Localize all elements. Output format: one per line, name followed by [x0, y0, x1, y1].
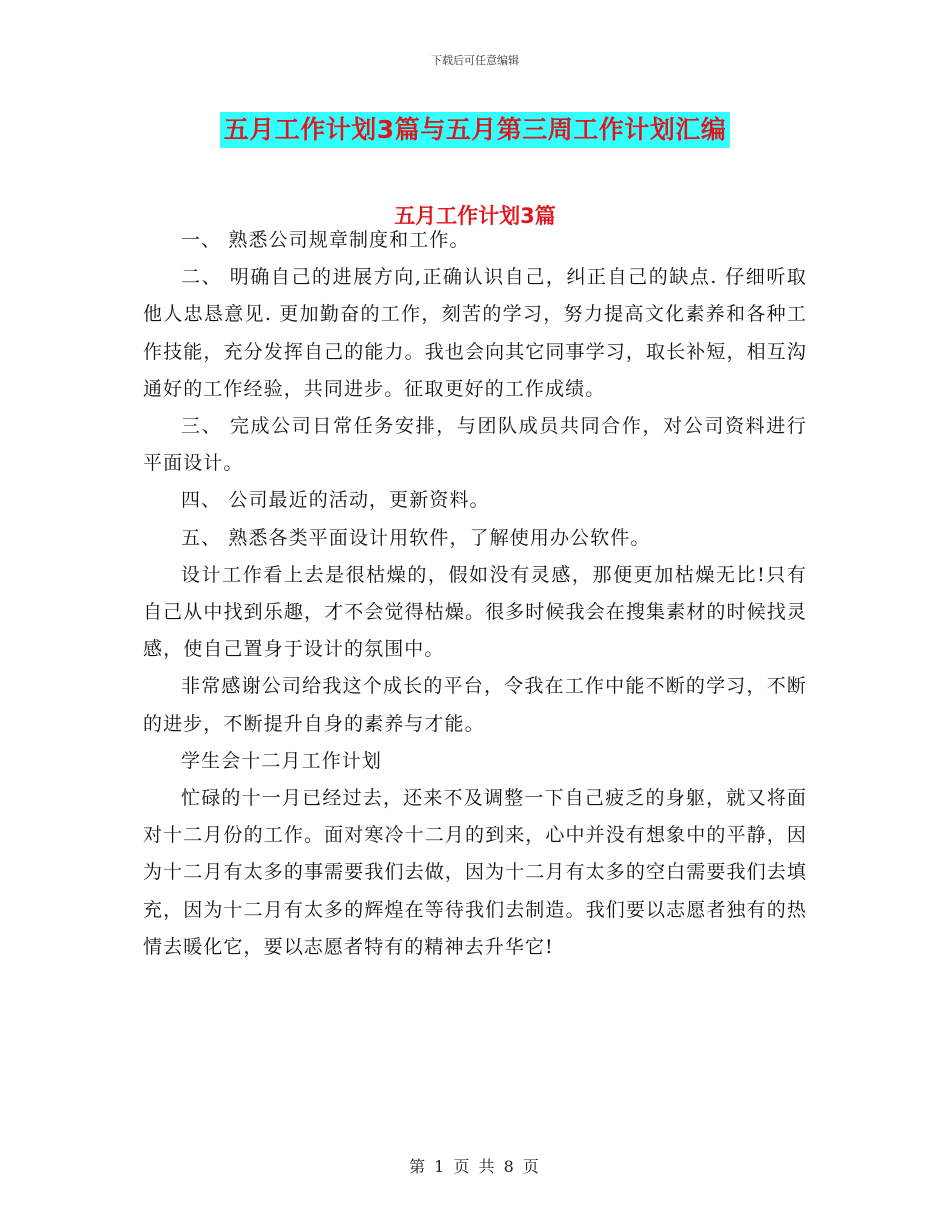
main-title-wrap [0, 112, 950, 148]
paragraph-3: 三、 完成公司日常任务安排，与团队成员共同合作，对公司资料进行平面设计。 [143, 415, 807, 475]
body-text [143, 222, 807, 966]
paragraph-6: 设计工作看上去是很枯燥的，假如没有灵感，那便更加枯燥无比!只有自己从中找到乐趣，才不会觉得枯燥。很多时候我会在搜集素材的时候找灵感，使自己置身于设计的氛围中。 [143, 563, 807, 661]
paragraph-9: 忙碌的十一月已经过去，还来不及调整一下自己疲乏的身躯，就又将面对十二月份的工作。面对寒冷十二月的到来，心中并没有想象中的平静，因为十二月有太多的事需要我们去做，因为十二月有太多的空白需要我们去填充，因为十二月有太多的辉煌在等待我们去制造。我们要以志愿者独有的热情去暖化它，要以志愿者特有的精神去升华它! [143, 787, 807, 958]
paragraph-7: 非常感谢公司给我这个成长的平台，令我在工作中能不断的学习，不断的进步，不断提升自身的素养与才能。 [143, 675, 807, 735]
paragraph-5: 五、 熟悉各类平面设计用软件，了解使用办公软件。 [181, 526, 651, 549]
paragraph-2: 二、 明确自己的进展方向,正确认识自己，纠正自己的缺点. 仔细听取他人忠恳意见. 更加勤奋的工作，刻苦的学习，努力提高文化素养和各种工作技能，充分发挥自己的能力。我也会向其它同事学习，取长补短，相互沟通好的工作经验，共同进步。征取更好的工作成绩。 [143, 266, 807, 400]
section-title: 五月工作计划3篇 [394, 204, 556, 228]
header-note: 下载后可任意编辑 [431, 54, 519, 67]
page-number: 第 1 页 共 8 页 [409, 1157, 541, 1176]
paragraph-1: 一、 熟悉公司规章制度和工作。 [181, 229, 470, 251]
paragraph-8: 学生会十二月工作计划 [181, 749, 383, 772]
main-title: 五月工作计划3篇与五月第三周工作计划汇编 [220, 112, 730, 148]
paragraph-4: 四、 公司最近的活动，更新资料。 [181, 489, 490, 512]
